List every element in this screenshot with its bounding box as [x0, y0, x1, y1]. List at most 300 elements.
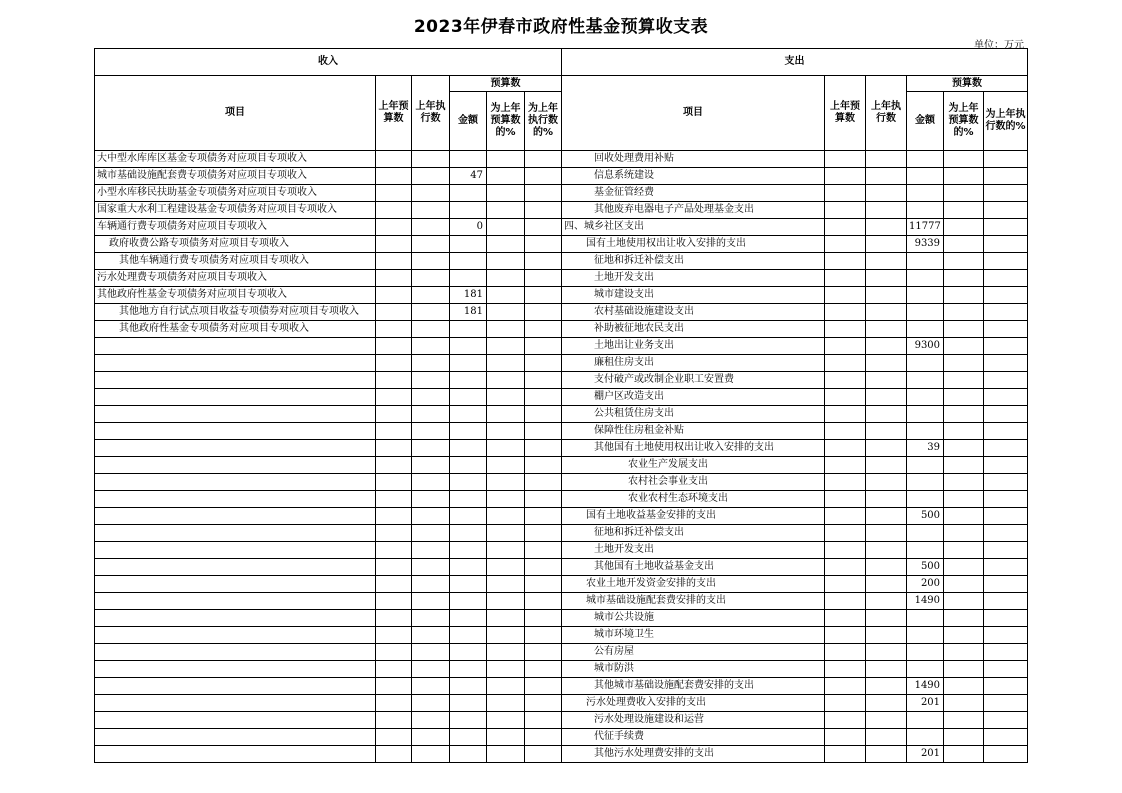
income-pct-budget-cell — [487, 389, 525, 406]
expense-pct-exec-cell — [984, 423, 1028, 440]
income-pct-budget-cell — [487, 508, 525, 525]
income-prev-budget-cell — [376, 304, 412, 321]
table-row — [95, 338, 1028, 355]
income-item-cell: 其他地方自行试点项目收益专项债券对应项目专项收入 — [95, 304, 376, 321]
income-pct-budget-cell — [487, 474, 525, 491]
income-pct-budget-cell — [487, 746, 525, 763]
income-item-cell — [95, 508, 376, 525]
income-prev-budget-cell — [376, 610, 412, 627]
income-pct-exec-cell — [525, 406, 562, 423]
expense-item-cell: 农村社会事业支出 — [562, 474, 825, 491]
expense-amount-cell — [907, 661, 944, 678]
income-amount-cell: 0 — [450, 219, 487, 236]
expense-pct-budget-cell — [944, 474, 984, 491]
income-prev-budget-cell — [376, 746, 412, 763]
income-pct-exec-cell — [525, 185, 562, 202]
income-pct-exec-cell — [525, 559, 562, 576]
income-item-cell — [95, 457, 376, 474]
income-prev-exec-cell — [412, 151, 450, 168]
table-row — [95, 542, 1028, 559]
expense-prev-exec-cell — [866, 457, 907, 474]
income-prev-budget-cell — [376, 287, 412, 304]
expense-prev-budget-cell — [825, 576, 866, 593]
expense-prev-budget-cell — [825, 474, 866, 491]
income-item-cell — [95, 372, 376, 389]
expense-pct-budget-cell — [944, 559, 984, 576]
table-row — [95, 440, 1028, 457]
table-row — [95, 491, 1028, 508]
expense-prev-exec-cell — [866, 338, 907, 355]
expense-prev-budget-cell — [825, 661, 866, 678]
expense-prev-budget-cell — [825, 508, 866, 525]
expense-prev-budget-cell — [825, 627, 866, 644]
expense-pct-budget-cell — [944, 491, 984, 508]
expense-prev-budget-cell — [825, 287, 866, 304]
income-item-cell — [95, 338, 376, 355]
expense-prev-exec-cell — [866, 423, 907, 440]
income-pct-exec-cell — [525, 287, 562, 304]
expense-pct-exec-cell — [984, 474, 1028, 491]
expense-amount-cell: 200 — [907, 576, 944, 593]
expense-pct-budget-cell — [944, 355, 984, 372]
expense-prev-exec-cell — [866, 202, 907, 219]
expense-item-cell: 国有土地收益基金安排的支出 — [562, 508, 825, 525]
income-pct-budget-cell — [487, 304, 525, 321]
expense-pct-exec-cell — [984, 151, 1028, 168]
income-amount-cell — [450, 644, 487, 661]
expense-amount-cell — [907, 287, 944, 304]
income-amount-cell — [450, 678, 487, 695]
expense-pct-exec-cell — [984, 185, 1028, 202]
income-prev-exec-cell — [412, 644, 450, 661]
income-prev-budget-cell — [376, 236, 412, 253]
expense-pct-budget-cell — [944, 304, 984, 321]
expense-pct-budget-cell — [944, 321, 984, 338]
expense-amount-cell — [907, 729, 944, 746]
income-item-cell: 国家重大水利工程建设基金专项债务对应项目专项收入 — [95, 202, 376, 219]
income-prev-exec-cell — [412, 440, 450, 457]
expense-prev-budget-cell — [825, 423, 866, 440]
income-item-cell: 其他车辆通行费专项债务对应项目专项收入 — [95, 253, 376, 270]
expense-pct-budget-cell — [944, 610, 984, 627]
income-pct-exec-cell — [525, 678, 562, 695]
expense-amount-cell — [907, 253, 944, 270]
income-prev-exec-cell — [412, 746, 450, 763]
table-row — [95, 423, 1028, 440]
income-prev-exec-cell — [412, 287, 450, 304]
expense-pct-exec-cell — [984, 746, 1028, 763]
expense-pct-exec-cell — [984, 644, 1028, 661]
expense-prev-budget-cell — [825, 304, 866, 321]
income-prev-exec-cell — [412, 406, 450, 423]
income-amount-cell — [450, 525, 487, 542]
income-amount-cell — [450, 185, 487, 202]
income-item-cell — [95, 729, 376, 746]
expense-amount-cell — [907, 525, 944, 542]
income-prev-budget-cell — [376, 644, 412, 661]
expense-item-cell: 征地和拆迁补偿支出 — [562, 525, 825, 542]
expense-amount-cell — [907, 644, 944, 661]
expense-pct-budget-cell — [944, 729, 984, 746]
expense-amount-cell — [907, 168, 944, 185]
expense-prev-exec-cell — [866, 678, 907, 695]
income-item-cell — [95, 525, 376, 542]
expense-item-cell: 征地和拆迁补偿支出 — [562, 253, 825, 270]
expense-prev-exec-cell — [866, 389, 907, 406]
expense-prev-budget-cell — [825, 372, 866, 389]
income-pct-budget-cell — [487, 610, 525, 627]
income-item-cell — [95, 576, 376, 593]
expense-prev-budget-cell — [825, 729, 866, 746]
expense-pct-exec-cell — [984, 695, 1028, 712]
table-row — [95, 304, 1028, 321]
income-amount-cell — [450, 712, 487, 729]
income-pct-exec-cell — [525, 712, 562, 729]
expense-pct-budget-cell — [944, 746, 984, 763]
income-item-header: 项目 — [95, 76, 376, 151]
income-prev-exec-cell — [412, 508, 450, 525]
expense-prev-exec-cell — [866, 304, 907, 321]
expense-pct-budget-cell — [944, 372, 984, 389]
expense-amount-cell — [907, 423, 944, 440]
expense-item-cell: 其他污水处理费安排的支出 — [562, 746, 825, 763]
expense-prev-exec-cell — [866, 746, 907, 763]
income-prev-budget-cell — [376, 695, 412, 712]
income-pct-exec-cell — [525, 661, 562, 678]
expense-item-cell: 城市防洪 — [562, 661, 825, 678]
expense-prev-budget-cell — [825, 338, 866, 355]
income-pct-exec-cell — [525, 253, 562, 270]
expense-pct-exec-cell — [984, 287, 1028, 304]
table-row — [95, 712, 1028, 729]
income-pct-exec-cell — [525, 457, 562, 474]
expense-item-cell: 补助被征地农民支出 — [562, 321, 825, 338]
expense-pct-budget-cell — [944, 695, 984, 712]
expense-prev-exec-cell — [866, 253, 907, 270]
table-row — [95, 355, 1028, 372]
expense-pct-budget-header: 为上年预算数的% — [944, 92, 984, 151]
expense-amount-cell — [907, 712, 944, 729]
expense-prev-exec-cell — [866, 440, 907, 457]
expense-pct-exec-cell — [984, 457, 1028, 474]
expense-pct-exec-cell — [984, 593, 1028, 610]
income-pct-budget-cell — [487, 525, 525, 542]
income-item-cell — [95, 440, 376, 457]
expense-item-cell: 污水处理设施建设和运营 — [562, 712, 825, 729]
expense-amount-cell — [907, 185, 944, 202]
income-item-cell — [95, 695, 376, 712]
income-pct-budget-cell — [487, 321, 525, 338]
expense-pct-budget-cell — [944, 389, 984, 406]
expense-pct-budget-cell — [944, 185, 984, 202]
expense-prev-budget-cell — [825, 644, 866, 661]
income-pct-exec-cell — [525, 151, 562, 168]
table-row — [95, 253, 1028, 270]
income-pct-budget-cell — [487, 355, 525, 372]
income-prev-exec-cell — [412, 253, 450, 270]
income-pct-exec-cell — [525, 304, 562, 321]
expense-amount-cell — [907, 406, 944, 423]
income-item-cell: 城市基础设施配套费专项债务对应项目专项收入 — [95, 168, 376, 185]
income-prev-exec-cell — [412, 338, 450, 355]
income-prev-exec-cell — [412, 372, 450, 389]
income-pct-exec-cell — [525, 610, 562, 627]
income-pct-exec-cell — [525, 236, 562, 253]
expense-pct-exec-cell — [984, 219, 1028, 236]
income-amount-cell — [450, 491, 487, 508]
income-amount-cell — [450, 236, 487, 253]
expense-prev-exec-cell — [866, 355, 907, 372]
income-item-cell — [95, 627, 376, 644]
expense-pct-budget-cell — [944, 202, 984, 219]
income-amount-cell — [450, 593, 487, 610]
expense-amount-cell — [907, 610, 944, 627]
income-pct-budget-cell — [487, 440, 525, 457]
expense-pct-budget-cell — [944, 593, 984, 610]
expense-prev-exec-cell — [866, 219, 907, 236]
expense-prev-budget-cell — [825, 168, 866, 185]
income-amount-header: 金额 — [450, 92, 487, 151]
expense-amount-cell: 39 — [907, 440, 944, 457]
income-pct-budget-cell — [487, 236, 525, 253]
income-pct-exec-header: 为上年执行数的% — [525, 92, 562, 151]
expense-pct-budget-cell — [944, 287, 984, 304]
expense-prev-budget-cell — [825, 610, 866, 627]
income-prev-budget-cell — [376, 661, 412, 678]
expense-item-cell: 城市公共设施 — [562, 610, 825, 627]
expense-prev-exec-cell — [866, 542, 907, 559]
table-row — [95, 576, 1028, 593]
expense-prev-budget-cell — [825, 712, 866, 729]
expense-prev-budget-cell — [825, 151, 866, 168]
expense-pct-exec-cell — [984, 542, 1028, 559]
expense-prev-budget-cell — [825, 678, 866, 695]
income-amount-cell — [450, 406, 487, 423]
expense-amount-cell — [907, 270, 944, 287]
income-pct-exec-cell — [525, 321, 562, 338]
income-item-cell: 政府收费公路专项债务对应项目专项收入 — [95, 236, 376, 253]
expense-amount-cell — [907, 389, 944, 406]
expense-pct-exec-cell — [984, 610, 1028, 627]
income-item-cell — [95, 593, 376, 610]
income-pct-budget-cell — [487, 423, 525, 440]
budget-table — [94, 48, 1028, 763]
income-prev-budget-cell — [376, 678, 412, 695]
income-amount-cell — [450, 542, 487, 559]
income-pct-budget-cell — [487, 185, 525, 202]
table-row — [95, 508, 1028, 525]
expense-item-cell: 其他国有土地使用权出让收入安排的支出 — [562, 440, 825, 457]
income-pct-exec-cell — [525, 219, 562, 236]
expense-prev-budget-cell — [825, 440, 866, 457]
expense-amount-cell: 9339 — [907, 236, 944, 253]
income-prev-exec-cell — [412, 304, 450, 321]
expense-pct-exec-cell — [984, 389, 1028, 406]
expense-pct-exec-header: 为上年执行数的% — [984, 92, 1028, 151]
table-row — [95, 236, 1028, 253]
income-pct-budget-cell — [487, 695, 525, 712]
income-amount-cell — [450, 372, 487, 389]
income-pct-budget-cell — [487, 729, 525, 746]
income-pct-budget-cell — [487, 168, 525, 185]
expense-pct-exec-cell — [984, 321, 1028, 338]
expense-prev-budget-cell — [825, 406, 866, 423]
expense-item-cell: 公有房屋 — [562, 644, 825, 661]
table-row — [95, 270, 1028, 287]
income-pct-budget-cell — [487, 627, 525, 644]
expense-amount-cell — [907, 457, 944, 474]
income-amount-cell — [450, 253, 487, 270]
expense-amount-cell: 9300 — [907, 338, 944, 355]
expense-amount-cell: 1490 — [907, 593, 944, 610]
expense-amount-cell — [907, 202, 944, 219]
income-pct-exec-cell — [525, 372, 562, 389]
expense-item-cell: 廉租住房支出 — [562, 355, 825, 372]
income-pct-budget-cell — [487, 287, 525, 304]
expense-pct-budget-cell — [944, 423, 984, 440]
income-prev-exec-cell — [412, 202, 450, 219]
income-prev-budget-cell — [376, 151, 412, 168]
expense-prev-budget-cell — [825, 491, 866, 508]
expense-pct-budget-cell — [944, 661, 984, 678]
income-prev-exec-cell — [412, 185, 450, 202]
income-prev-exec-cell — [412, 712, 450, 729]
expense-amount-cell — [907, 474, 944, 491]
table-row — [95, 202, 1028, 219]
table-row — [95, 151, 1028, 168]
income-item-cell — [95, 644, 376, 661]
income-prev-exec-cell — [412, 355, 450, 372]
income-pct-budget-cell — [487, 491, 525, 508]
income-pct-exec-cell — [525, 627, 562, 644]
income-pct-exec-cell — [525, 576, 562, 593]
income-amount-cell — [450, 661, 487, 678]
income-amount-cell — [450, 389, 487, 406]
page-title: 2023年伊春市政府性基金预算收支表 — [413, 17, 709, 37]
expense-amount-cell — [907, 491, 944, 508]
expense-prev-budget-cell — [825, 185, 866, 202]
expense-pct-budget-cell — [944, 678, 984, 695]
income-pct-exec-cell — [525, 729, 562, 746]
income-amount-cell — [450, 270, 487, 287]
expense-prev-budget-cell — [825, 593, 866, 610]
table-row — [95, 321, 1028, 338]
table-row — [95, 389, 1028, 406]
expense-amount-cell: 500 — [907, 559, 944, 576]
income-item-cell — [95, 610, 376, 627]
income-header: 收入 — [95, 49, 562, 76]
income-pct-budget-cell — [487, 644, 525, 661]
income-item-cell — [95, 406, 376, 423]
income-pct-exec-cell — [525, 389, 562, 406]
income-item-cell — [95, 389, 376, 406]
income-item-cell — [95, 712, 376, 729]
income-prev-exec-cell — [412, 593, 450, 610]
income-amount-cell — [450, 610, 487, 627]
expense-prev-budget-cell — [825, 219, 866, 236]
income-item-cell: 污水处理费专项债务对应项目专项收入 — [95, 270, 376, 287]
income-pct-exec-cell — [525, 491, 562, 508]
income-prev-budget-cell — [376, 355, 412, 372]
expense-item-cell: 其他城市基础设施配套费安排的支出 — [562, 678, 825, 695]
expense-pct-exec-cell — [984, 627, 1028, 644]
expense-prev-exec-cell — [866, 151, 907, 168]
expense-item-cell: 棚户区改造支出 — [562, 389, 825, 406]
expense-prev-exec-cell — [866, 525, 907, 542]
expense-pct-budget-cell — [944, 253, 984, 270]
expense-pct-exec-cell — [984, 253, 1028, 270]
income-prev-budget-cell — [376, 219, 412, 236]
expense-prev-exec-cell — [866, 712, 907, 729]
expense-header: 支出 — [562, 49, 1028, 76]
income-amount-cell — [450, 474, 487, 491]
income-pct-budget-cell — [487, 678, 525, 695]
income-prev-budget-header: 上年预算数 — [376, 76, 412, 151]
income-item-cell — [95, 355, 376, 372]
income-amount-cell — [450, 508, 487, 525]
income-prev-budget-cell — [376, 389, 412, 406]
income-amount-cell — [450, 576, 487, 593]
income-item-cell: 其他政府性基金专项债务对应项目专项收入 — [95, 287, 376, 304]
expense-pct-exec-cell — [984, 355, 1028, 372]
income-amount-cell — [450, 151, 487, 168]
income-prev-budget-cell — [376, 372, 412, 389]
income-pct-budget-cell — [487, 338, 525, 355]
income-prev-exec-cell — [412, 423, 450, 440]
expense-pct-exec-cell — [984, 678, 1028, 695]
expense-pct-exec-cell — [984, 440, 1028, 457]
expense-prev-exec-cell — [866, 236, 907, 253]
expense-prev-budget-cell — [825, 457, 866, 474]
income-item-cell — [95, 661, 376, 678]
income-pct-budget-cell — [487, 542, 525, 559]
expense-prev-exec-cell — [866, 593, 907, 610]
expense-pct-budget-cell — [944, 627, 984, 644]
expense-prev-exec-cell — [866, 627, 907, 644]
income-pct-exec-cell — [525, 508, 562, 525]
income-prev-exec-cell — [412, 559, 450, 576]
expense-pct-budget-cell — [944, 219, 984, 236]
income-pct-budget-cell — [487, 576, 525, 593]
table-row — [95, 525, 1028, 542]
expense-prev-budget-cell — [825, 542, 866, 559]
income-pct-budget-header: 为上年预算数的% — [487, 92, 525, 151]
income-prev-budget-cell — [376, 729, 412, 746]
income-prev-exec-cell — [412, 525, 450, 542]
income-amount-cell: 47 — [450, 168, 487, 185]
expense-item-cell: 土地出让业务支出 — [562, 338, 825, 355]
expense-item-cell: 国有土地使用权出让收入安排的支出 — [562, 236, 825, 253]
income-pct-exec-cell — [525, 440, 562, 457]
expense-item-cell: 保障性住房租金补贴 — [562, 423, 825, 440]
expense-amount-cell: 201 — [907, 746, 944, 763]
expense-budget-header: 预算数 — [907, 76, 1028, 92]
expense-pct-exec-cell — [984, 236, 1028, 253]
income-pct-exec-cell — [525, 202, 562, 219]
income-prev-budget-cell — [376, 202, 412, 219]
expense-item-cell: 其他废弃电器电子产品处理基金支出 — [562, 202, 825, 219]
expense-amount-cell — [907, 304, 944, 321]
income-prev-budget-cell — [376, 270, 412, 287]
income-amount-cell — [450, 746, 487, 763]
table-row — [95, 406, 1028, 423]
income-prev-exec-cell — [412, 542, 450, 559]
expense-prev-exec-cell — [866, 372, 907, 389]
income-amount-cell — [450, 729, 487, 746]
expense-prev-exec-cell — [866, 321, 907, 338]
income-pct-exec-cell — [525, 168, 562, 185]
expense-prev-budget-cell — [825, 559, 866, 576]
